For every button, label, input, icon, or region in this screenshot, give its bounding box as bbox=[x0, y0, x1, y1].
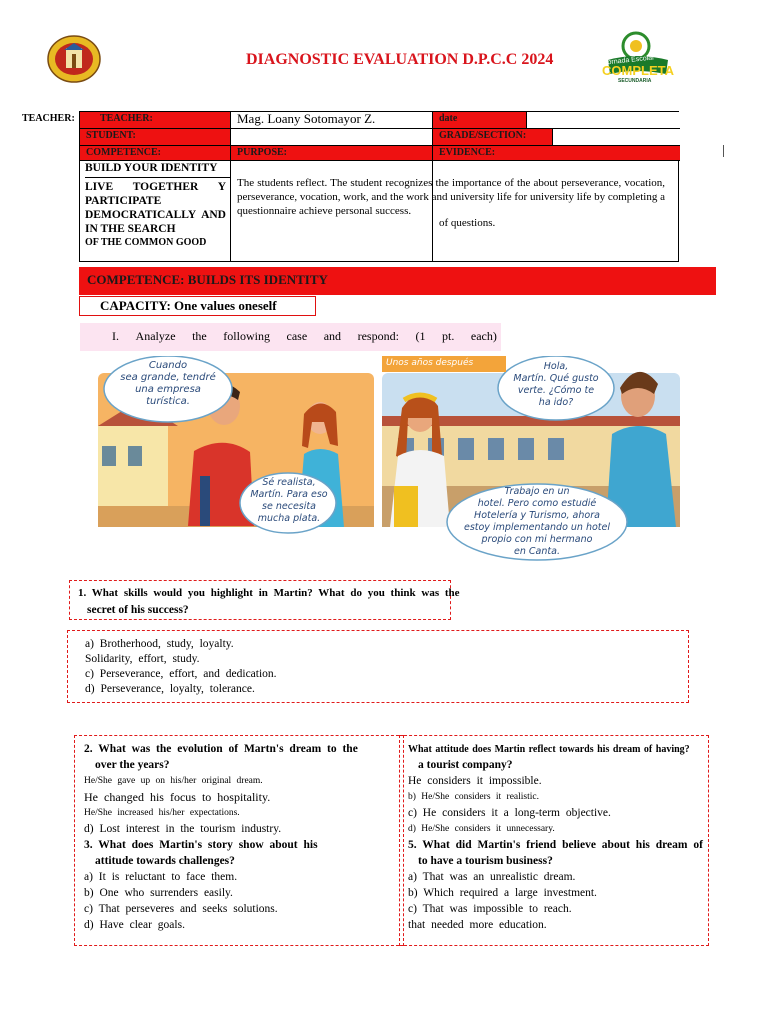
competence-label: COMPETENCE: bbox=[80, 146, 230, 161]
q5-option[interactable]: a) That was an unrealistic dream. bbox=[408, 871, 576, 883]
question-1-line-2: secret of his success? bbox=[87, 604, 189, 616]
question-4-line-1: What attitude does Martin reflect towards his dream of having? bbox=[408, 744, 690, 755]
bubble-line: Hotelería y Turismo, ahora bbox=[474, 510, 600, 521]
teacher-value: Mag. Loany Sotomayor Z. bbox=[230, 112, 432, 129]
jornada-completa-logo bbox=[596, 28, 680, 86]
bubble-line: verte. ¿Cómo te bbox=[517, 385, 595, 396]
q1-option[interactable]: c) Perseverance, effort, and dedication. bbox=[85, 668, 277, 680]
date-label: date bbox=[432, 112, 526, 129]
questions-left-box bbox=[74, 735, 404, 946]
grade-label: GRADE/SECTION: bbox=[432, 129, 552, 146]
instruction-word: each) bbox=[470, 329, 497, 343]
q4-option[interactable]: b) He/She considers it realistic. bbox=[408, 792, 539, 802]
question-5-line-1: 5. What did Martin's friend believe about his dream of bbox=[408, 839, 703, 851]
bubble-line: Sé realista, bbox=[262, 477, 316, 488]
grade-field[interactable] bbox=[552, 129, 680, 146]
speech-bubble-3 bbox=[500, 361, 612, 409]
q3-option[interactable]: d) Have clear goals. bbox=[84, 919, 185, 931]
instruction-word: (1 bbox=[415, 329, 426, 343]
question-2-line-1: 2. What was the evolution of Martn's dream to the bbox=[84, 743, 358, 755]
bubble-line: estoy implementando un hotel bbox=[463, 522, 611, 533]
q4-option[interactable]: He considers it impossible. bbox=[408, 775, 542, 787]
q5-option[interactable]: that needed more education. bbox=[408, 919, 547, 931]
instruction-word: respond: bbox=[357, 329, 399, 343]
bubble-line: Hola, bbox=[543, 361, 569, 372]
q2-option[interactable]: d) Lost interest in the tourism industry. bbox=[84, 823, 282, 835]
q3-option[interactable]: c) That perseveres and seeks solutions. bbox=[84, 903, 278, 915]
bubble-line: ha ido? bbox=[538, 397, 574, 408]
purpose-label: PURPOSE: bbox=[230, 146, 432, 161]
teacher-label-outside: TEACHER: bbox=[22, 113, 75, 124]
instruction-word: case bbox=[286, 329, 308, 343]
instruction-line bbox=[80, 323, 501, 351]
instruction-word: and bbox=[323, 329, 342, 343]
purpose-text: The students reflect. The student recognizes the importance of the about perseverance, vocation, perseverance, vocation, work, and the work and university life for university life by completing a questionnaire achieve personal success. bbox=[237, 177, 665, 217]
logo-line-3: SECUNDARIA bbox=[618, 78, 652, 84]
question-1-box bbox=[69, 580, 460, 620]
speech-bubble-1 bbox=[108, 360, 228, 408]
instruction-word: pt. bbox=[442, 329, 455, 343]
question-3-line-2: attitude towards challenges? bbox=[95, 855, 235, 867]
bubble-line: Martín. Qué gusto bbox=[513, 373, 599, 384]
question-1-options bbox=[67, 630, 689, 703]
competence-banner: COMPETENCE: BUILDS ITS IDENTITY bbox=[79, 267, 716, 295]
bubble-line: en Canta. bbox=[514, 546, 560, 557]
questions-right-box bbox=[399, 735, 709, 946]
q4-option[interactable]: d) He/She considers it unnecessary. bbox=[408, 824, 555, 834]
instruction-word: following bbox=[223, 329, 270, 343]
page-title: DIAGNOSTIC EVALUATION D.P.C.C 2024 bbox=[246, 51, 554, 68]
bubble-line: Cuando bbox=[148, 360, 188, 371]
text-cursor-mark bbox=[723, 145, 724, 157]
instruction-word: the bbox=[192, 329, 207, 343]
capacity-box: CAPACITY: One values oneself bbox=[79, 296, 316, 316]
logo-line-2: COMPLETA bbox=[602, 63, 674, 78]
q1-option[interactable]: a) Brotherhood, study, loyalty. bbox=[85, 638, 234, 650]
student-field[interactable] bbox=[230, 129, 432, 146]
bubble-line: propio con mi hermano bbox=[481, 534, 593, 545]
speech-bubble-4 bbox=[452, 486, 622, 558]
q1-option[interactable]: Solidarity, effort, study. bbox=[85, 653, 200, 665]
competence-2: LIVE TOGETHER Y PARTICIPATE DEMOCRATICALLY AND IN THE SEARCH bbox=[85, 181, 226, 235]
teacher-label: TEACHER: bbox=[80, 112, 230, 129]
q5-option[interactable]: b) Which required a large investment. bbox=[408, 887, 597, 899]
q1-option[interactable]: d) Perseverance, loyalty, tolerance. bbox=[85, 683, 255, 695]
instruction-word: Analyze bbox=[135, 329, 176, 343]
question-4-line-2: a tourist company? bbox=[418, 759, 513, 771]
school-crest-logo bbox=[46, 34, 102, 84]
question-1-line-1: 1. What skills would you highlight in Martin? What do you think was the bbox=[78, 587, 460, 599]
logo-line-1: Jornada Escolar bbox=[603, 54, 655, 67]
competence-cell bbox=[80, 161, 230, 261]
date-field[interactable] bbox=[526, 112, 680, 129]
bubble-line: mucha plata. bbox=[257, 513, 321, 524]
comic-caption: Unos años después bbox=[386, 358, 474, 368]
comic-illustration bbox=[98, 356, 680, 561]
q3-option[interactable]: b) One who surrenders easily. bbox=[84, 887, 233, 899]
question-3-line-1: 3. What does Martin's story show about his bbox=[84, 839, 318, 851]
info-table bbox=[79, 111, 679, 262]
student-label: STUDENT: bbox=[80, 129, 230, 146]
bubble-line: turística. bbox=[146, 396, 190, 407]
q5-option[interactable]: c) That was impossible to reach. bbox=[408, 903, 572, 915]
q2-option[interactable]: He changed his focus to hospitality. bbox=[84, 790, 271, 804]
evidence-cell bbox=[432, 161, 680, 261]
bubble-line: Martín. Para eso bbox=[250, 489, 328, 500]
instruction-num: I. bbox=[112, 329, 119, 343]
evidence-text: of questions. bbox=[439, 217, 496, 229]
question-2-line-2: over the years? bbox=[95, 759, 170, 771]
evidence-label: EVIDENCE: bbox=[432, 146, 680, 161]
q4-option[interactable]: c) He considers it a long-term objective. bbox=[408, 807, 611, 819]
bubble-line: sea grande, tendré bbox=[120, 372, 216, 383]
competence-3: OF THE COMMON GOOD bbox=[85, 237, 207, 248]
q2-option[interactable]: He/She increased his/her expectations. bbox=[84, 808, 240, 818]
speech-bubble-2 bbox=[244, 477, 334, 525]
bubble-line: hotel. Pero como estudié bbox=[477, 498, 597, 509]
competence-1: BUILD YOUR IDENTITY bbox=[85, 161, 230, 178]
bubble-line: Trabajo en un bbox=[504, 486, 570, 497]
q3-option[interactable]: a) It is reluctant to face them. bbox=[84, 871, 238, 883]
question-5-line-2: to have a tourism business? bbox=[418, 855, 553, 867]
bubble-line: se necesita bbox=[262, 501, 316, 512]
bubble-line: una empresa bbox=[135, 384, 201, 395]
q2-option[interactable]: He/She gave up on his/her original dream. bbox=[84, 776, 263, 786]
